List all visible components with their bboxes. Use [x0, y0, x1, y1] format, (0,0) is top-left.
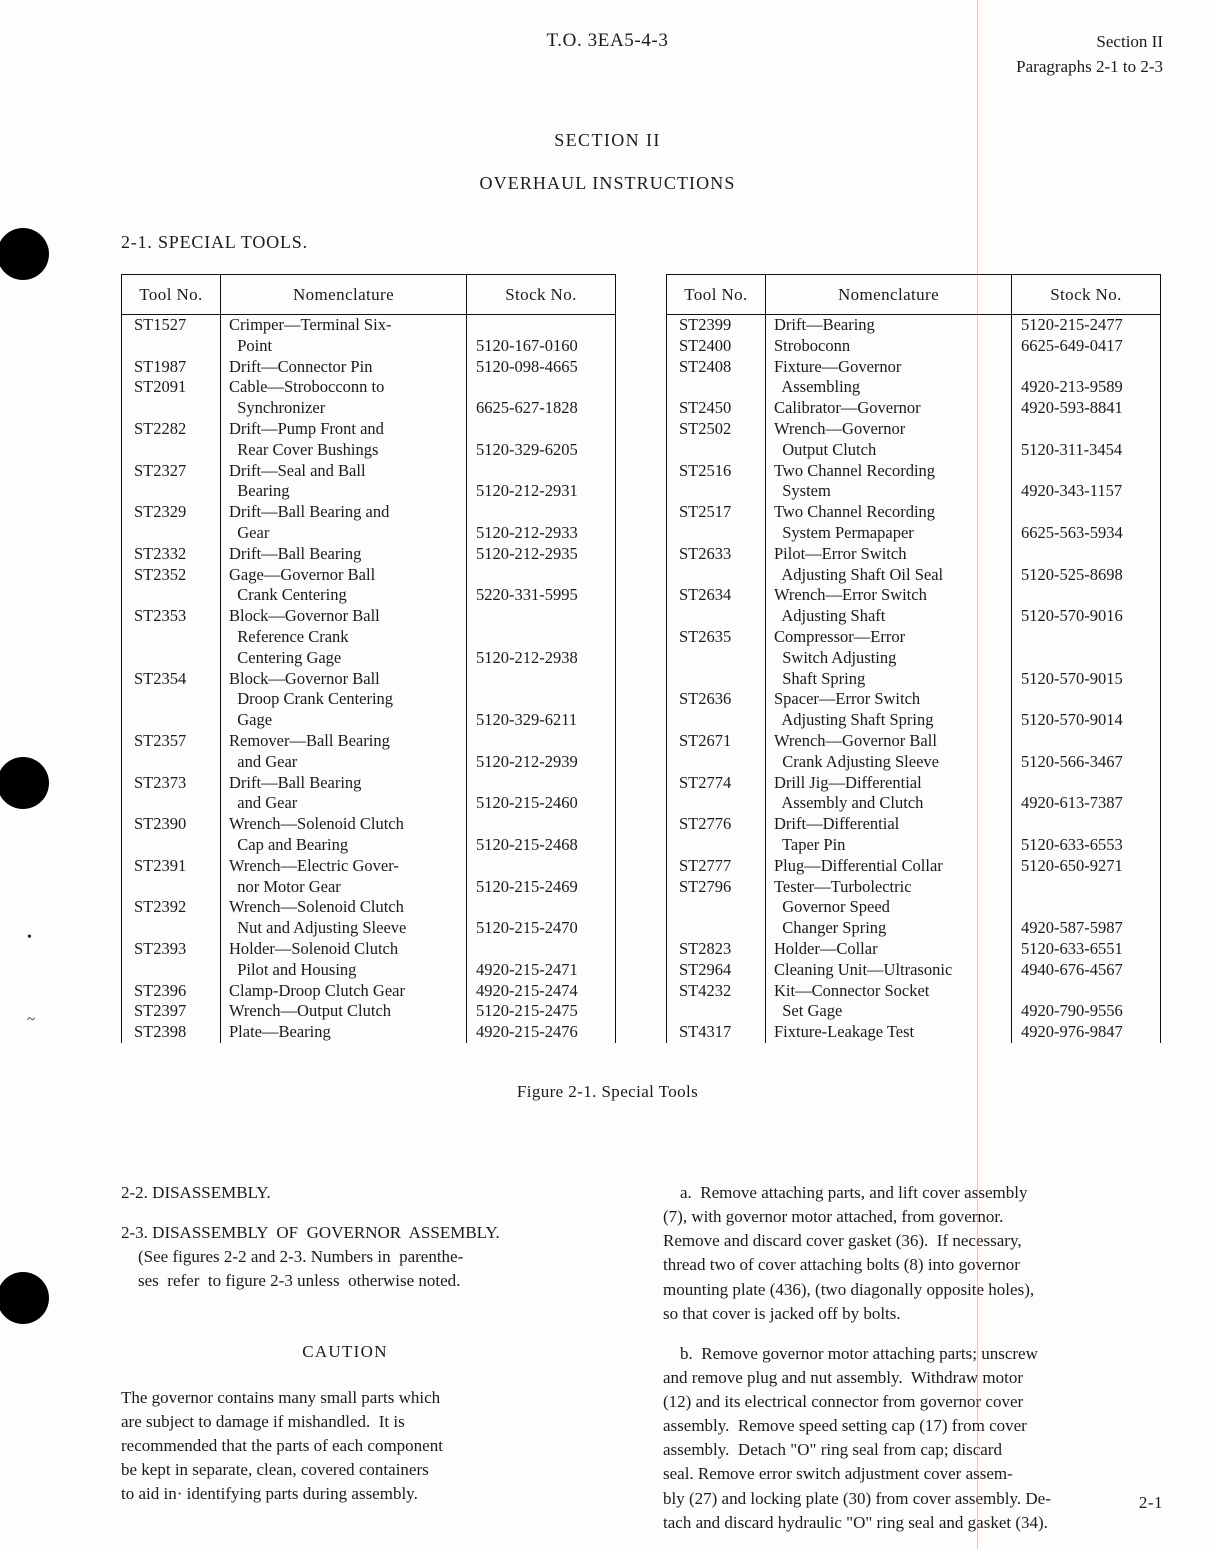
section-subtitle: OVERHAUL INSTRUCTIONS [479, 173, 736, 193]
punch-hole-icon [0, 757, 49, 809]
special-tools-table-left [121, 274, 616, 1043]
column-header-tool-no: Tool No. [667, 275, 766, 315]
cell-stock-no: 5120-215-2477 6625-649-0417 4920-213-9589 4920-593-8841 5120-311-3454 4920-343-1157 6625-563-5934 5120-525-8698 5120-570-9016 5120-570-9015 5120-570-9014 5120-566-3467 4920-613-7387 5120-633-6553 5120-650-9271 4920-587-5987 5120-633-6551 4940-676-4567 4920-790-9556 4920-976-9847 [1012, 315, 1161, 1043]
body-column-right [663, 1181, 1157, 1551]
column-header-tool-no: Tool No. [122, 275, 221, 315]
margin-mark-tilde: ~ [27, 1012, 36, 1028]
section-label: Section II [1096, 32, 1163, 51]
punch-hole-icon [0, 1272, 49, 1324]
table-row [667, 315, 1161, 1043]
document-number: T.O. 3EA5-4-3 [546, 30, 669, 51]
heading-disassembly: 2-2. DISASSEMBLY. [121, 1183, 271, 1202]
cell-stock-no: 5120-167-0160 5120-098-4665 6625-627-1828 5120-329-6205 5120-212-2931 5120-212-2933 5120-212-2935 5220-331-5995 5120-212-2938 5120-329-6211 5120-212-2939 5120-215-2460 5120-215-2468 5120-215-2469 5120-215-2470 4920-215-2471 4920-215-2474 5120-215-2475 4920-215-2476 [467, 315, 616, 1043]
table-header-row [122, 275, 616, 315]
body-column-left [121, 1181, 569, 1506]
punch-hole-icon [0, 228, 49, 280]
paragraph-2-3: 2-3. DISASSEMBLY OF GOVERNOR ASSEMBLY. (See figures 2-2 and 2-3. Numbers in parenthe- ses refer to figure 2-3 unless otherwise noted. [121, 1223, 500, 1291]
cell-nomenclature: Drift—Bearing Stroboconn Fixture—Governor Assembling Calibrator—Governor Wrench—Governor Output Clutch Two Channel Recording System Two Channel Recording System Permapaper Pilot—Error Switch Adjusting Shaft Oil Seal Wrench—Error Switch Adjusting Shaft Compressor—Error Switch Adjusting Shaft Spring Spacer—Error Switch Adjusting Shaft Spring Wrench—Governor Ball Crank Adjusting Sleeve Drill Jig—Differential Assembly and Clutch Drift—Differential Taper Pin Plug—Differential Collar Tester—Turbolectric Governor Speed Changer Spring Holder—Collar Cleaning Unit—Ultrasonic Kit—Connector Socket Set Gage Fixture-Leakage Test [766, 315, 1012, 1043]
column-header-nomenclature: Nomenclature [221, 275, 467, 315]
page-number: 2-1 [1138, 1493, 1163, 1512]
cell-tool-no: ST2399 ST2400 ST2408 ST2450 ST2502 ST2516 ST2517 ST2633 ST2634 ST2635 ST2636 ST2671 ST2774 ST2776 ST2777 ST2796 ST2823 ST2964 ST4232 ST4317 [667, 315, 766, 1043]
column-header-stock-no: Stock No. [467, 275, 616, 315]
cell-nomenclature: Crimper—Terminal Six- Point Drift—Connector Pin Cable—Strobocconn to Synchronizer Drift—Pump Front and Rear Cover Bushings Drift—Seal and Ball Bearing Drift—Ball Bearing and Gear Drift—Ball Bearing Gage—Governor Ball Crank Centering Block—Governor Ball Reference Crank Centering Gage Block—Governor Ball Droop Crank Centering Gage Remover—Ball Bearing and Gear Drift—Ball Bearing and Gear Wrench—Solenoid Clutch Cap and Bearing Wrench—Electric Gover- nor Motor Gear Wrench—Solenoid Clutch Nut and Adjusting Sleeve Holder—Solenoid Clutch Pilot and Housing Clamp-Droop Clutch Gear Wrench—Output Clutch Plate—Bearing [221, 315, 467, 1043]
special-tools-tables [121, 274, 1157, 1063]
paragraph-range: Paragraphs 2-1 to 2-3 [1016, 56, 1163, 76]
table-body-left [122, 315, 616, 1043]
cell-tool-no: ST1527 ST1987 ST2091 ST2282 ST2327 ST2329 ST2332 ST2352 ST2353 ST2354 ST2357 ST2373 ST2390 ST2391 ST2392 ST2393 ST2396 ST2397 ST2398 [122, 315, 221, 1043]
table-row [122, 315, 616, 1043]
figure-caption: Figure 2-1. Special Tools [516, 1082, 699, 1101]
special-tools-table-right [666, 274, 1161, 1043]
column-header-nomenclature: Nomenclature [766, 275, 1012, 315]
table-body-right [667, 315, 1161, 1043]
scan-artifact-line [977, 0, 978, 1549]
header-right-block [1016, 30, 1163, 79]
column-header-stock-no: Stock No. [1012, 275, 1161, 315]
caution-title: CAUTION [302, 1341, 388, 1361]
table-header-row [667, 275, 1161, 315]
section-title: SECTION II [554, 130, 661, 150]
paragraph-b: b. Remove governor motor attaching parts; unscrew and remove plug and nut assembly. Withdraw motor (12) and its electrical connector from governor cover assembly. Remove speed setting cap (17) from cover assembly. Detach "O" ring seal from cap; discard seal. Remove error switch adjustment cover assem- bly (27) and locking plate (30) from cover assembly. De- tach and discard hydraulic "O" ring seal and gasket (34). [663, 1343, 1051, 1532]
paragraph-a: a. Remove attaching parts, and lift cover assembly (7), with governor motor attached, from governor. Remove and discard cover gasket (36). If necessary, thread two of cover attaching bolts (8) into governor mounting plate (436), (two diagonally opposite holes), so that cover is jacked off by bolts. [663, 1183, 1035, 1323]
margin-mark-dot: • [27, 930, 32, 945]
heading-special-tools: 2-1. SPECIAL TOOLS. [121, 232, 308, 252]
caution-body: The governor contains many small parts which are subject to damage if mishandled. It is recommended that the parts of each component be kept in separate, clean, covered containers to aid in· identifying parts during assembly. [121, 1387, 443, 1504]
